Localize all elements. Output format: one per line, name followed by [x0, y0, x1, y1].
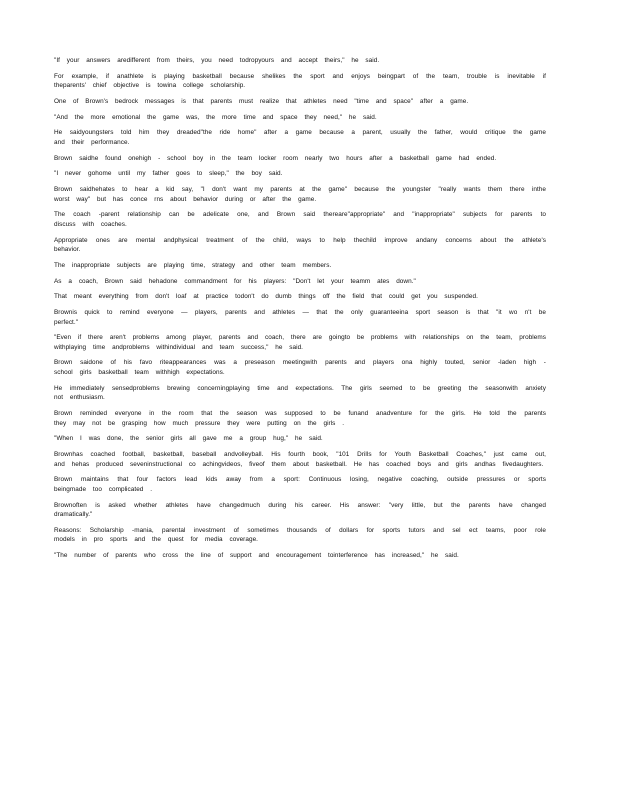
paragraph: "The number of parents who cross the line of support and encouragement tointerference has increased," he said. — [54, 552, 459, 560]
paragraph: "And the more emotional the game was, the more time and space they need," he said. — [54, 113, 377, 121]
paragraph: One of Brown's bedrock messages is that parents must realize that athletes need "time and space" after a game. — [54, 97, 469, 105]
paragraph: Brownoften is asked whether athletes have changedmuch during his career. His answer: "very little, but the parents have changed dramatically." — [54, 501, 546, 519]
paragraph: For example, if anathlete is playing basketball because shelikes the sport and enjoys beingpart of the team, trouble is inevitable if theparents' chief objective is towina college scholarship. — [54, 72, 546, 90]
paragraph: Brown saidhe found onehigh - school boy in the team locker room nearly two hours after a basketball game had ended. — [54, 154, 497, 162]
paragraph: "Even if there aren't problems among player, parents and coach, there are goingto be problems with relationships on the team, problems withplaying time andproblems withindividual and team success," he said. — [54, 334, 546, 351]
paragraph: Appropriate ones are mental andphysical treatment of the child, ways to help thechild improve andany concerns about the athlete's behavior. — [54, 236, 546, 254]
paragraph: Brown saidone of his favo riteappearances was a preseason meetingwith parents and players ona highly touted, senior -laden high -school girls basketball team withhigh expectations. — [54, 359, 546, 377]
paragraph: As a coach, Brown said hehadone commandment for his players: "Don't let your teamm ates down." — [54, 277, 416, 285]
paragraph: Brown saidhehates to hear a kid say, "I don't want my parents at the game" because the youngster "really wants them there inthe worst way" but has conce rns about behavior during or after the game. — [54, 186, 546, 203]
paragraph: Reasons: Scholarship -mania, parental investment of sometimes thousands of dollars for sports tutors and sel ect teams, poor role models in pro sports and the quest for media coverage. — [54, 526, 546, 544]
paragraph: Brownhas coached football, basketball, baseball andvolleyball. His fourth book, "101 Drills for Youth Basketball Coaches," just came out, and hehas produced seveninstructional co achingvideos, fiveof them about basketball. He has coached boys and girls andhas fivedaughters. — [54, 451, 546, 468]
paragraph: "When I was done, the senior girls all gave me a group hug," he said. — [54, 435, 323, 443]
paragraph: The coach -parent relationship can be adelicate one, and Brown said thereare"appropriate" and "inappropriate" subjects for parents to discuss with coaches. — [54, 211, 546, 228]
paragraph: Brown reminded everyone in the room that the season was supposed to be funand anadventure for the girls. He told the parents they may not be grasping how much pressure they were putting on the girls . — [54, 410, 546, 427]
paragraph: "I never gohome until my father goes to sleep," the boy said. — [54, 170, 283, 178]
paragraph: The inappropriate subjects are playing time, strategy and other team members. — [54, 261, 332, 269]
article-body — [54, 56, 546, 567]
paragraph: That meant everything from don't loaf at practice todon't do dumb things off the field that could get you suspended. — [54, 293, 478, 301]
paragraph: Brownis quick to remind everyone — players, parents and athletes — that the only guaranteeina sport season is that "it wo n't be perfect." — [54, 308, 546, 326]
paragraph: He immediately sensedproblems brewing concerningplaying time and expectations. The girls seemed to be greeting the seasonwith anxiety not enthusiasm. — [54, 384, 546, 402]
paragraph: He saidyoungsters told him they dreaded"the ride home" after a game because a parent, usually the father, would critique the game and their performance. — [54, 129, 546, 146]
paragraph: "If your answers aredifferent from theirs, you need todropyours and accept theirs," he said. — [54, 57, 380, 64]
paragraph: Brown maintains that four factors lead kids away from a sport: Continuous losing, negative coaching, outside pressures or sports beingmade too complicated . — [54, 476, 546, 493]
